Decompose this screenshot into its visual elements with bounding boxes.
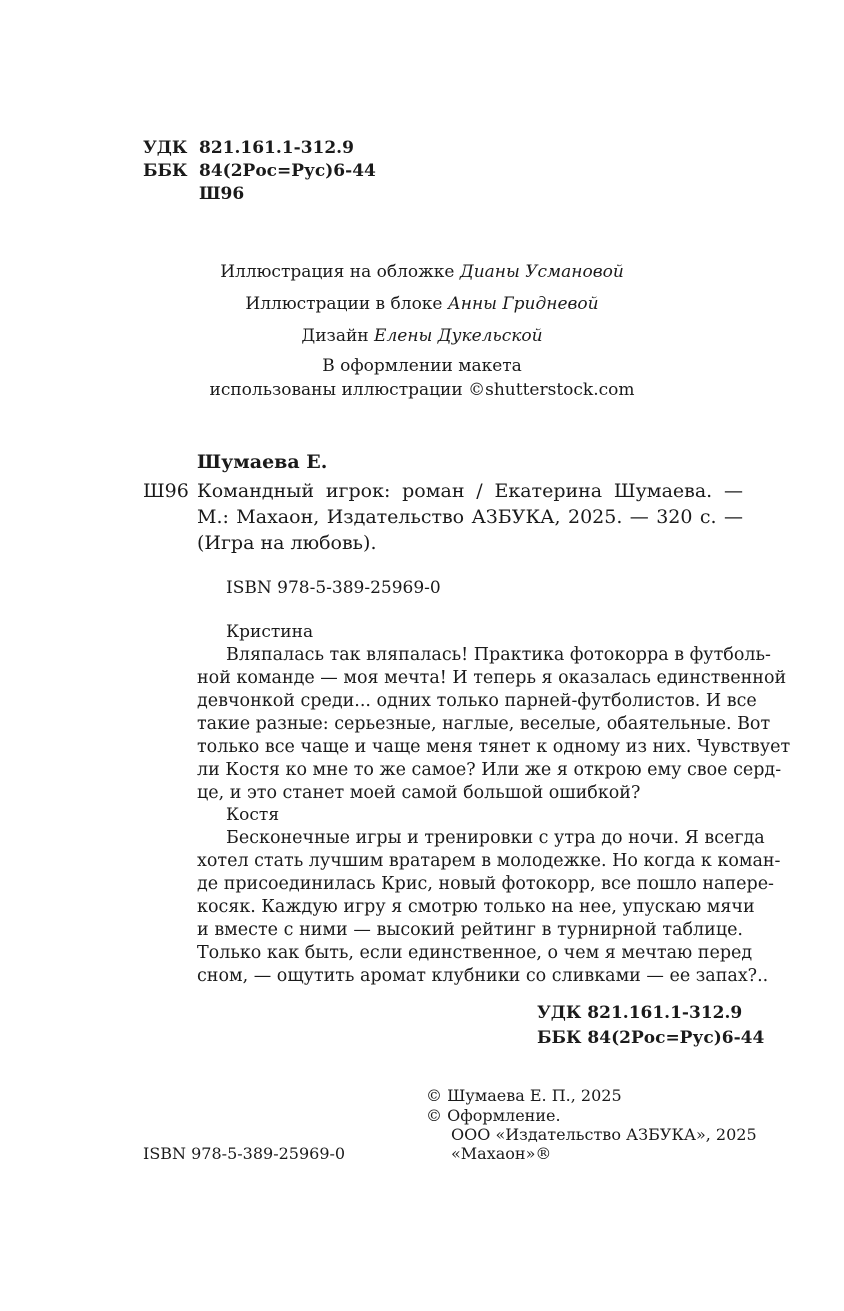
udk-label: УДК <box>143 138 188 158</box>
annotation-line: девчонкой среди... одних только парней-футболистов. И все <box>197 691 757 711</box>
card-desc-line3: (Игра на любовь). <box>197 532 377 554</box>
annotation-line: хотел стать лучшим вратарем в молодежке. Но когда к коман- <box>197 851 781 871</box>
annotation-line: де присоединилась Крис, новый фотокорр, все пошло напере- <box>197 874 774 894</box>
annotation-heading-kostya: Костя <box>226 805 280 825</box>
annotation-line: Вляпалась так вляпалась! Практика фотокорра в футболь- <box>226 645 771 665</box>
designer: Елены Дукельской <box>374 326 543 346</box>
author-mark: Ш96 <box>199 184 245 204</box>
cover-artist: Дианы Усмановой <box>459 262 624 282</box>
cover-credit-prefix: Иллюстрация на обложке <box>220 262 455 282</box>
copyright-imprint: «Махаон»® <box>451 1144 552 1163</box>
footer-isbn: ISBN 978-5-389-25969-0 <box>143 1144 346 1163</box>
bbk-label: ББК <box>143 161 188 181</box>
annotation-line: и вместе с ними — высокий рейтинг в турнирной таблице. <box>197 920 743 940</box>
annotation-line: только все чаще и чаще меня тянет к одному из них. Чувствует <box>197 737 791 757</box>
card-isbn: ISBN 978-5-389-25969-0 <box>226 578 441 598</box>
card-desc-line1: Командный игрок: роман / Екатерина Шумаева. — <box>197 480 743 502</box>
copyright-publisher: ООО «Издательство АЗБУКА», 2025 <box>451 1125 757 1144</box>
bottom-udk: УДК 821.161.1-312.9 <box>537 1003 743 1023</box>
design-credit-prefix: Дизайн <box>301 326 369 346</box>
annotation-line: це, и это станет моей самой большой ошибкой? <box>197 783 641 803</box>
annotation-line: такие разные: серьезные, наглые, веселые, обаятельные. Вот <box>197 714 771 734</box>
block-artist: Анны Гридневой <box>447 294 599 314</box>
copyright-design: © Оформление. <box>426 1106 561 1125</box>
annotation-line: сном, — ощутить аромат клубники со сливками — ее запах?.. <box>197 966 769 986</box>
annotation-line: Только как быть, если единственное, о чем я мечтаю перед <box>197 943 753 963</box>
copyright-author: © Шумаева Е. П., 2025 <box>426 1086 622 1105</box>
block-credit-prefix: Иллюстрации в блоке <box>245 294 443 314</box>
card-desc-line2: М.: Махаон, Издательство АЗБУКА, 2025. — 320 с. — <box>197 506 743 528</box>
cover-credit <box>0 262 844 282</box>
annotation-line: Бесконечные игры и тренировки с утра до ночи. Я всегда <box>226 828 765 848</box>
annotation-line: ной команде — моя мечта! И теперь я оказалась единственной <box>197 668 787 688</box>
annotation-line: косяк. Каждую игру я смотрю только на нее, упускаю мячи <box>197 897 755 917</box>
design-credit <box>0 326 844 346</box>
block-credit <box>0 294 844 314</box>
layout-credit-line2: использованы иллюстрации ©shutterstock.com <box>209 380 635 400</box>
card-mark: Ш96 <box>143 480 189 502</box>
annotation-heading-kristina: Кристина <box>226 622 314 642</box>
udk-line <box>143 138 354 158</box>
annotation-line: ли Костя ко мне то же самое? Или же я открою ему свое серд- <box>197 760 782 780</box>
layout-credit-line1: В оформлении макета <box>322 356 522 376</box>
bbk-value: 84(2Рос=Рус)6-44 <box>199 161 376 181</box>
bbk-line <box>143 161 376 181</box>
card-author: Шумаева Е. <box>197 451 328 473</box>
bottom-bbk: ББК 84(2Рос=Рус)6-44 <box>537 1028 765 1048</box>
udk-value: 821.161.1-312.9 <box>199 138 354 158</box>
